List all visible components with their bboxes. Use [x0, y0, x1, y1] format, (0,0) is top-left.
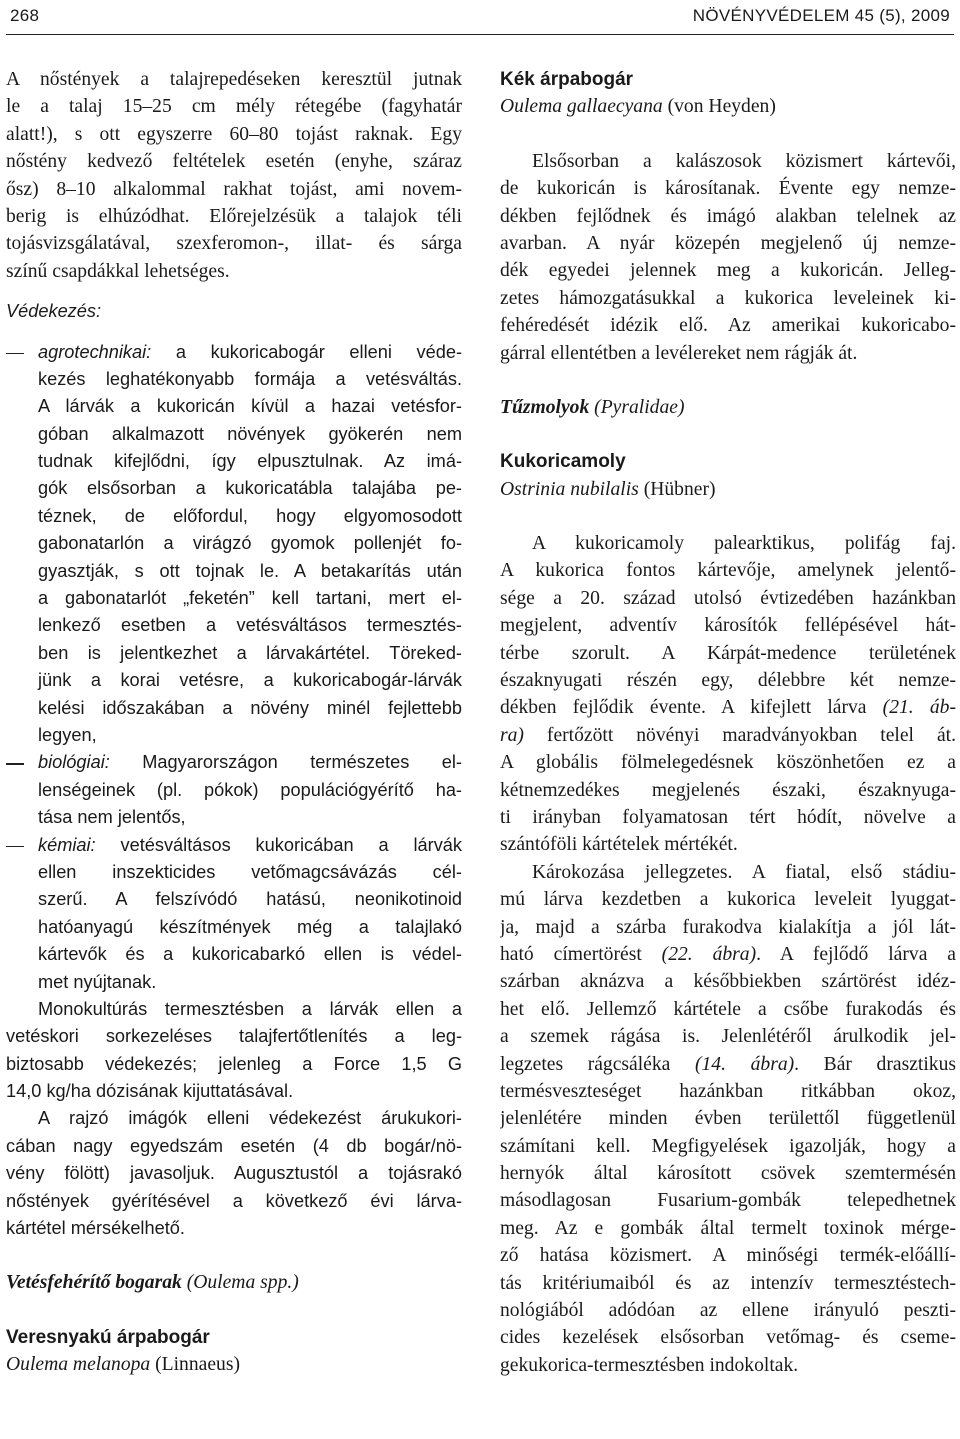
text-run: dékben fejlődik évente. A kifejlett lárva: [500, 697, 883, 719]
text-line: legyen,: [38, 724, 97, 745]
text-run: . A fejlődő lárva a: [756, 943, 956, 965]
text-line: Elsősorban a kalászosok közismert kártevői,: [532, 150, 956, 172]
text-line: a gabonatarlót „feketén” kell tartani, mert el-: [38, 588, 462, 609]
text-line: tojásvizsgálatával, szexferomon-, illat- és sárga: [6, 233, 462, 255]
text-line: szántóföli kártételek mértékét.: [500, 834, 738, 856]
text-line: a szemek rágása is. Jelenlétéről árulkodik jel-: [500, 1026, 956, 1048]
species-latin: [500, 476, 956, 503]
text-line: ti irányban folyamatosan tért hódít, növelve a: [500, 806, 956, 828]
text-line: góban alkalmazott növények gyökerén nem: [38, 423, 462, 444]
author-name: (Linnaeus): [150, 1354, 240, 1376]
text-line: szárban aknázva a későbbiekben szártörést idéz-: [500, 971, 956, 993]
text-line: berig is elhúzódhat. Előrejelzésük a talajok téli: [6, 205, 462, 227]
paragraph: [500, 148, 956, 367]
text-line: vény fölött) javasoljuk. Augusztustól a tojásrakó: [6, 1163, 462, 1184]
text-line: kezés leghatékonyabb formája a vetésváltás.: [38, 368, 462, 389]
text-run: ható címertörést: [500, 943, 662, 965]
text-line: avarban. A nyár közepén megjelenő új nemze-: [500, 232, 956, 254]
text-run: a kukoricabogár elleni véde-: [151, 341, 462, 362]
text-line: gekukorica-termesztésben indokoltak.: [500, 1354, 799, 1376]
dash-bullet: [6, 763, 24, 764]
text-line: [500, 1051, 956, 1078]
text-line: nőstény kedvező feltételek esetén (enyhe, száraz: [6, 151, 462, 173]
dash-bullet: [6, 353, 24, 354]
text-line: dék egyedei jelennek meg a kukoricán. Jelleg-: [500, 260, 956, 282]
text-line: tás kritériumaiból és az intenzív termesztéstech-: [500, 1272, 956, 1294]
text-line: meg. Az e gombák által termelt toxinok mérge-: [500, 1217, 956, 1239]
text-line: északnyugati részén egy, délebbre két nemze-: [500, 670, 956, 692]
text-line: A globális fölmelegedésnek köszönhetően ez a: [500, 752, 956, 774]
text-line: lenkező esetben a vetésváltásos termesztés-: [38, 615, 462, 636]
section-title: Vetésfehérítő bogarak: [6, 1272, 182, 1294]
protection-heading: Védekezés:: [6, 301, 102, 322]
text-run: . Bár drasztikus: [794, 1053, 956, 1075]
text-line: ben is jelentkezhet a lárvakártétel. Töreked-: [38, 642, 462, 663]
latin-name: Oulema melanopa: [6, 1354, 151, 1376]
section-family: (Pyralidae): [589, 396, 685, 418]
section-genus: (Oulema spp.): [181, 1272, 299, 1294]
figure-reference: ra): [500, 724, 524, 746]
text-line: tudnak kifejlődni, így elpusztulnak. Az imá-: [38, 451, 462, 472]
author-name: (Hübner): [638, 478, 716, 500]
text-line: zetes hámozgatásukkal a kukorica leveleinek ki-: [500, 287, 956, 309]
text-line: [6, 749, 462, 776]
text-line: lenségeinek (pl. pókok) populációgyérítő ha-: [38, 779, 462, 800]
text-line: A kukoricamoly palearktikus, polifág faj.: [532, 533, 956, 555]
figure-reference: (22. ábra): [661, 943, 757, 965]
text-line: jelenlétére minden évben területtől függetlenül: [500, 1108, 956, 1130]
text-line: de kukoricán is károsítanak. Évente egy nemze-: [500, 178, 956, 200]
latin-name: Oulema gallaecyana: [500, 96, 663, 118]
species-latin: [500, 93, 956, 120]
text-line: le a talaj 15–25 cm mély rétegébe (fagyhatár: [6, 96, 462, 118]
text-line: hatóanyagú készítmények még a talajlakó: [38, 916, 462, 937]
text-line: A kukorica fontos kártevője, amelynek jelentő-: [500, 560, 956, 582]
text-line: cides kezelések elsősorban vetőmag- és cseme-: [500, 1327, 956, 1349]
text-line: [6, 832, 462, 859]
right-column: [500, 66, 956, 1379]
section-heading: [500, 394, 956, 421]
text-line: [500, 941, 956, 968]
text-line: [6, 339, 462, 366]
list-item-chemical: [6, 832, 462, 996]
text-line: térbe szorult. A Kárpát-medence területének: [500, 642, 956, 664]
text-line: kártétel mérsékelhető.: [6, 1218, 185, 1239]
text-line: nőstények gyérítésével a következő évi lárva-: [6, 1190, 462, 1211]
text-line: gabonatarlón a virágzó gyomok pollenjét fo-: [38, 533, 462, 554]
text-line: ja, majd a szárba furakodva kialakítja a jól lát-: [500, 916, 956, 938]
text-line: vetéskori sorkezeléses talajfertőtlenítés a leg-: [6, 1026, 462, 1047]
text-line: hernyók által károsított csövek szemtermésén: [500, 1163, 956, 1185]
text-line: dékben fejlődnek és imágó alakban telelnek az: [500, 205, 956, 227]
text-line: alatt!), s ott egyszerre 60–80 tojást raknak. Egy: [6, 123, 462, 145]
figure-reference: (14. ábra): [694, 1053, 795, 1075]
paragraph: [6, 996, 462, 1106]
text-line: 14,0 kg/ha dózisának kijuttatásával.: [6, 1081, 294, 1102]
text-line: [500, 694, 956, 721]
text-line: [500, 722, 956, 749]
text-line: mú lárva kezdetben a kukorica leveleit lyuggat-: [500, 889, 956, 911]
running-header: [6, 4, 954, 35]
text-line: A lárvák a kukoricán kívül a hazai vetésfor-: [38, 396, 462, 417]
text-line: szerű. A felszívódó hatású, neonikotinoid: [38, 889, 462, 910]
text-line: ző hatása közismert. A minőségi termék-előállí-: [500, 1245, 956, 1267]
species-name: Veresnyakú árpabogár: [6, 1326, 210, 1348]
text-line: termésveszteséget hazánkban ritkábban okoz,: [500, 1080, 956, 1102]
paragraph: [500, 530, 956, 859]
latin-name: Ostrinia nubilalis: [500, 478, 639, 500]
text-line: kétnemzedékes megjelenés északi, északnyuga-: [500, 779, 956, 801]
section-title: Tűzmolyok: [500, 396, 590, 418]
list-item-biological: [6, 749, 462, 831]
text-line: cában nagy egyedszám esetén (4 db bogár/nö-: [6, 1135, 462, 1156]
paragraph: [6, 1105, 462, 1242]
paragraph: [6, 66, 462, 285]
text-line: A nőstények a talajrepedéseken keresztül jutnak: [6, 69, 462, 90]
text-line: Monokultúrás termesztésben a lárvák ellen a: [38, 998, 462, 1019]
text-line: A rajzó imágók elleni védekezést árukukori-: [38, 1108, 462, 1129]
journal-citation: NÖVÉNYVÉDELEM 45 (5), 2009: [692, 6, 950, 25]
species-name: Kukoricamoly: [500, 451, 626, 473]
text-line: téznek, de előfordul, hogy elgyomosodott: [38, 505, 462, 526]
text-run: vetésváltásos kukoricában a lárvák: [95, 834, 462, 855]
text-run: legzetes rágcsáléka: [500, 1053, 695, 1075]
text-line: het elő. Jellemző kártétele a csőbe furakodás és: [500, 998, 956, 1020]
text-line: számítani kell. Megfigyelések igazolják, hogy a: [500, 1135, 956, 1157]
text-line: másodlagosan Fusarium-gombák telepedhetnek: [500, 1190, 956, 1212]
text-line: kelési időszakában a növény minél fejlettebb: [38, 697, 462, 718]
list-term: agrotechnikai:: [38, 341, 152, 362]
text-line: színű csapdákkal lehetséges.: [6, 260, 230, 282]
text-line: fehéredését idézik elő. Az amerikai kukoricabo-: [500, 315, 956, 337]
list-term: kémiai:: [38, 834, 96, 855]
author-name: (von Heyden): [662, 96, 776, 118]
text-line: ősz) 8–10 alkalommal rakhat tojást, ami novem-: [6, 178, 462, 200]
list-term: biológiai:: [38, 752, 110, 773]
text-line: tása nem jelentős,: [38, 807, 186, 828]
paragraph: [500, 859, 956, 1379]
text-line: biztosabb védekezés; jelenleg a Force 1,5 G: [6, 1053, 462, 1074]
text-line: ellen inszekticides vetőmagcsávázás cél-: [38, 861, 462, 882]
text-line: sége a 20. század utolsó évtizedében hazánkban: [500, 587, 956, 609]
text-line: met nyújtanak.: [38, 971, 157, 992]
text-line: jünk a korai vetésre, a kukoricabogár-lárvák: [38, 670, 462, 691]
figure-reference: (21. áb-: [882, 697, 956, 719]
list-item-agrotechnical: [6, 339, 462, 750]
section-heading: [6, 1269, 462, 1296]
species-name: Kék árpabogár: [500, 69, 634, 90]
text-line: gók elsősorban a kukoricatábla talajába pe-: [38, 478, 462, 499]
dash-bullet: [6, 846, 24, 847]
text-run: Magyarországon természetes el-: [109, 752, 462, 773]
text-line: gyasztják, s ott tojnak le. A betakarítás után: [38, 560, 462, 581]
text-line: megjelent, adventív károsítók fellépésével hát-: [500, 615, 956, 637]
species-latin: [6, 1351, 462, 1378]
text-line: Károkozása jellegzetes. A fiatal, első stádiu-: [532, 861, 956, 883]
text-run: fertőzött növényi maradványokban telel át.: [523, 724, 956, 746]
page-number: 268: [10, 6, 40, 25]
text-line: kártevők és a kukoricabarkó ellen is védel-: [38, 944, 462, 965]
left-column: [6, 66, 462, 1379]
text-line: nológiából adódóan az ellene irányuló peszti-: [500, 1300, 956, 1322]
text-line: gárral ellentétben a levélereket nem rágják át.: [500, 342, 858, 364]
